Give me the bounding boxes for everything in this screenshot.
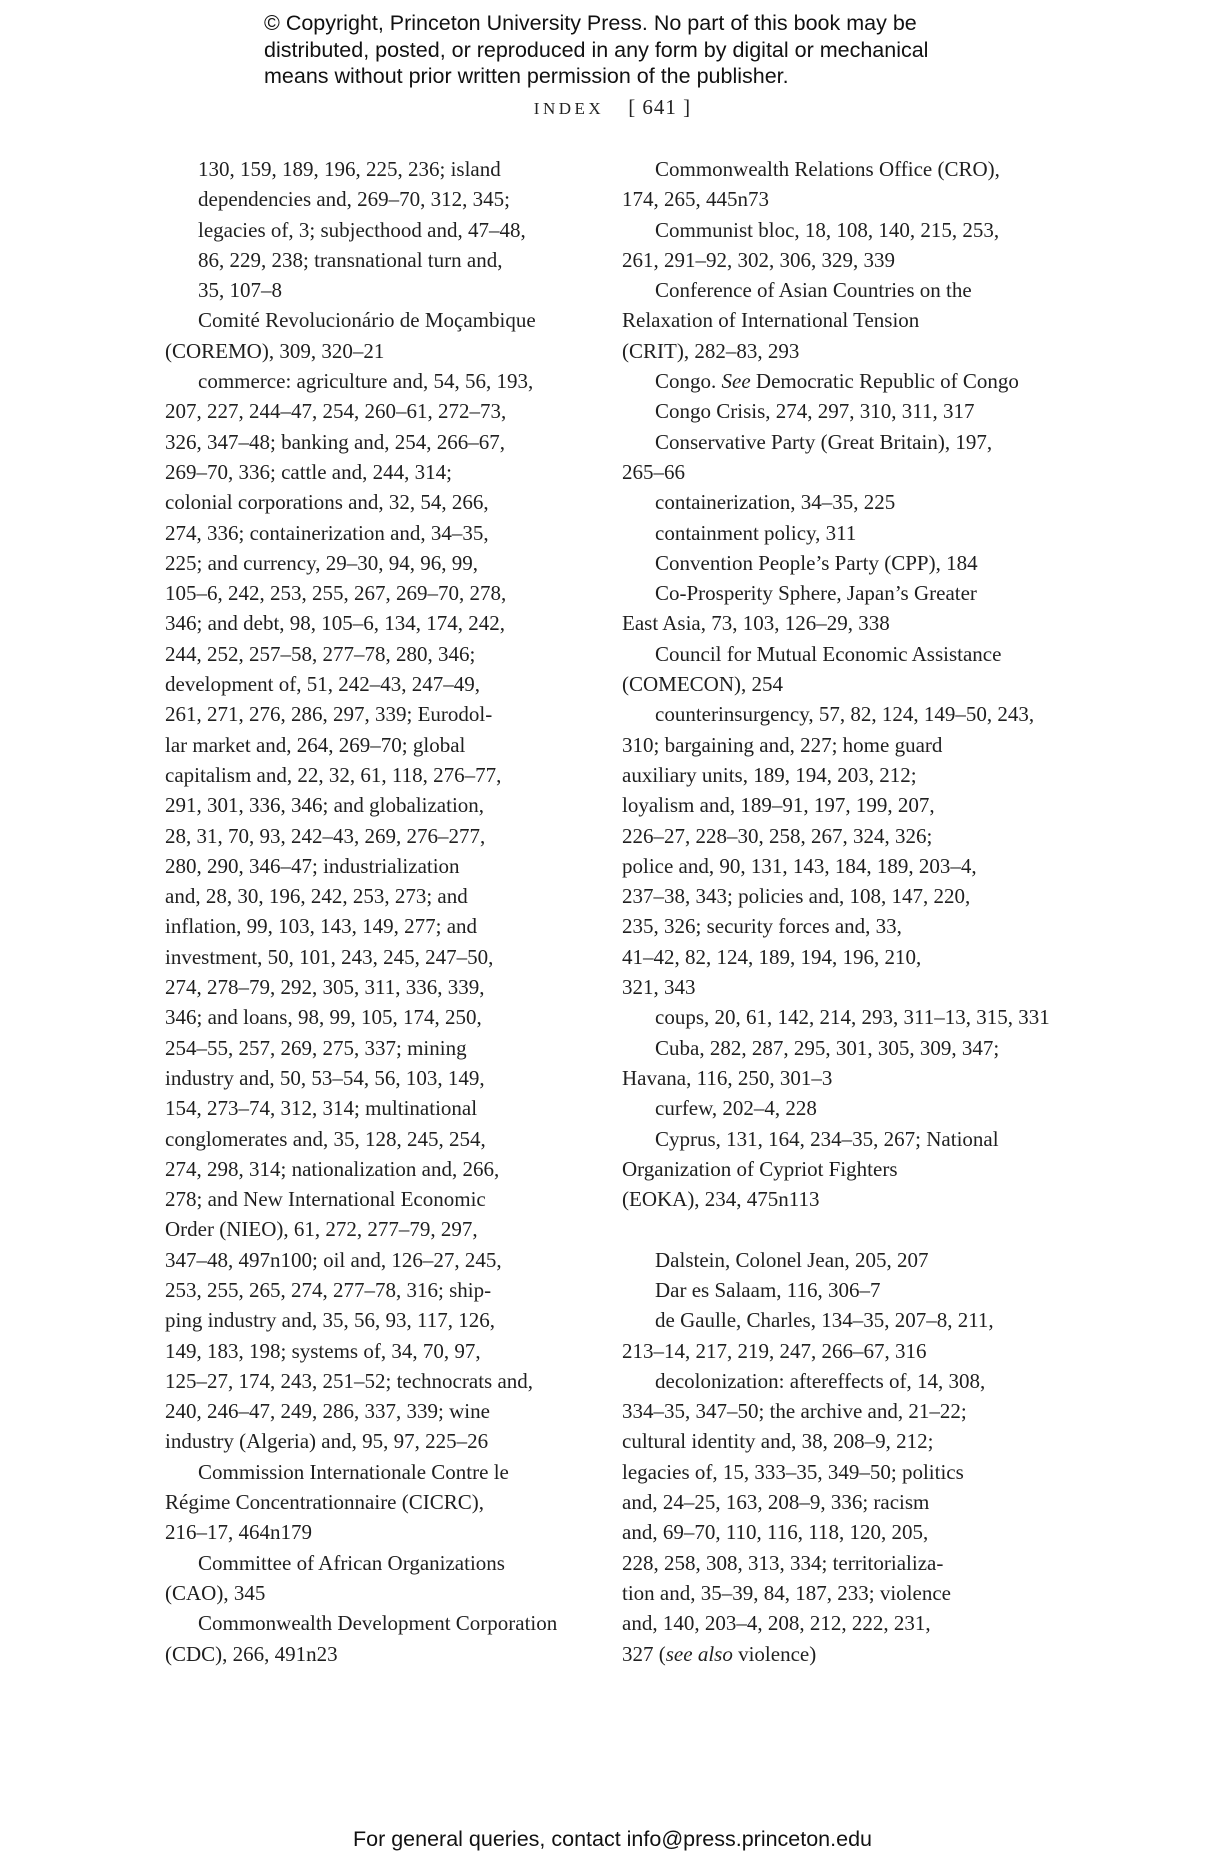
index-column-left <box>165 154 585 1669</box>
index-line: 154, 273–74, 312, 314; multinational <box>165 1096 478 1121</box>
index-line: conglomerates and, 35, 128, 245, 254, <box>165 1126 486 1151</box>
index-line: 86, 229, 238; transnational turn and, <box>198 247 503 272</box>
index-line: inflation, 99, 103, 143, 149, 277; and <box>165 914 478 939</box>
cross-reference-target: violence) <box>732 1641 817 1666</box>
index-line: Cyprus, 131, 164, 234–35, 267; National <box>655 1126 999 1151</box>
index-line: 269–70, 336; cattle and, 244, 314; <box>165 459 452 484</box>
index-entry <box>622 215 1062 276</box>
index-line: colonial corporations and, 32, 54, 266, <box>165 490 489 515</box>
index-line: and, 24–25, 163, 208–9, 336; racism <box>622 1490 930 1515</box>
index-line: 346; and debt, 98, 105–6, 134, 174, 242, <box>165 611 506 636</box>
index-line: Committee of African Organizations <box>198 1550 505 1575</box>
index-line: police and, 90, 131, 143, 184, 189, 203–4, <box>622 853 977 878</box>
index-line: 291, 301, 336, 346; and globalization, <box>165 793 485 818</box>
copyright-line: means without prior written permission of the publisher. <box>264 64 789 88</box>
index-entry <box>165 1548 585 1609</box>
index-line: 321, 343 <box>622 975 696 1000</box>
index-entry <box>622 1366 1062 1669</box>
index-line: 326, 347–48; banking and, 254, 266–67, <box>165 429 506 454</box>
index-line: cultural identity and, 38, 208–9, 212; <box>622 1429 934 1454</box>
index-line: Conference of Asian Countries on the <box>655 278 972 303</box>
index-entry <box>622 548 1062 578</box>
index-entry <box>622 1245 1062 1275</box>
index-line: 253, 255, 265, 274, 277–78, 316; ship- <box>165 1277 492 1302</box>
index-line: tion and, 35–39, 84, 187, 233; violence <box>622 1580 951 1605</box>
index-line: and, 140, 203–4, 208, 212, 222, 231, <box>622 1611 931 1636</box>
index-line: Congo Crisis, 274, 297, 310, 311, 317 <box>655 399 975 424</box>
index-line: industry (Algeria) and, 95, 97, 225–26 <box>165 1429 489 1454</box>
index-entry <box>622 639 1062 700</box>
index-line: loyalism and, 189–91, 197, 199, 207, <box>622 793 935 818</box>
page-reference: 327 ( <box>622 1641 666 1666</box>
index-line: legacies of, 3; subjecthood and, 47–48, <box>198 217 526 242</box>
index-line: and, 69–70, 110, 116, 118, 120, 205, <box>622 1520 929 1545</box>
index-entry <box>165 305 585 366</box>
index-entry <box>622 578 1062 639</box>
index-line: 105–6, 242, 253, 255, 267, 269–70, 278, <box>165 581 507 606</box>
index-line: 347–48, 497n100; oil and, 126–27, 245, <box>165 1247 502 1272</box>
index-entry <box>622 1033 1062 1094</box>
index-line: East Asia, 73, 103, 126–29, 338 <box>622 611 890 636</box>
entry-heading: Congo. <box>655 369 722 394</box>
index-line: Order (NIEO), 61, 272, 277–79, 297, <box>165 1217 478 1242</box>
index-line: capitalism and, 22, 32, 61, 118, 276–77, <box>165 762 502 787</box>
index-entry <box>622 699 1062 1002</box>
index-line: Comité Revolucionário de Moçambique <box>198 308 536 333</box>
index-line: 278; and New International Economic <box>165 1187 486 1212</box>
index-line: Cuba, 282, 287, 295, 301, 305, 309, 347; <box>655 1035 1000 1060</box>
index-line: Havana, 116, 250, 301–3 <box>622 1065 833 1090</box>
index-line: Commonwealth Relations Office (CRO), <box>655 157 1000 181</box>
index-line: 225; and currency, 29–30, 94, 96, 99, <box>165 550 478 575</box>
index-line: Communist bloc, 18, 108, 140, 215, 253, <box>655 217 1000 242</box>
continued-entry <box>165 154 585 305</box>
index-entry <box>622 275 1062 366</box>
index-line: 235, 326; security forces and, 33, <box>622 914 902 939</box>
index-line: auxiliary units, 189, 194, 203, 212; <box>622 762 917 787</box>
index-line: dependencies and, 269–70, 312, 345; <box>198 187 511 212</box>
index-line: coups, 20, 61, 142, 214, 293, 311–13, 315, 331 <box>655 1005 1050 1030</box>
copyright-line: distributed, posted, or reproduced in any form by digital or mechanical <box>264 37 929 62</box>
page-number: [ 641 ] <box>628 95 692 119</box>
letter-group-gap <box>622 1214 1062 1244</box>
index-line: (CRIT), 282–83, 293 <box>622 338 800 363</box>
index-line: commerce: agriculture and, 54, 56, 193, <box>198 369 534 394</box>
index-line: Dalstein, Colonel Jean, 205, 207 <box>655 1247 929 1272</box>
index-line: 207, 227, 244–47, 254, 260–61, 272–73, <box>165 399 507 424</box>
index-line: 125–27, 174, 243, 251–52; technocrats and, <box>165 1368 534 1393</box>
index-line: Dar es Salaam, 116, 306–7 <box>655 1277 881 1302</box>
index-line: and, 28, 30, 196, 242, 253, 273; and <box>165 884 468 909</box>
index-line: legacies of, 15, 333–35, 349–50; politics <box>622 1459 964 1484</box>
index-line <box>622 1639 1062 1669</box>
copyright-line: © Copyright, Princeton University Press. No part of this book may be <box>264 11 917 35</box>
index-entry <box>622 518 1062 548</box>
index-line: Organization of Cypriot Fighters <box>622 1156 898 1181</box>
running-head-title: INDEX <box>533 99 605 118</box>
index-entry <box>165 1457 585 1548</box>
index-line: (CDC), 266, 491n23 <box>165 1641 338 1666</box>
see-reference: See <box>721 369 751 394</box>
index-line: Co-Prosperity Sphere, Japan’s Greater <box>655 581 977 606</box>
copyright-notice <box>264 10 984 90</box>
index-line: investment, 50, 101, 243, 245, 247–50, <box>165 944 494 969</box>
index-entry <box>622 487 1062 517</box>
index-line: 274, 278–79, 292, 305, 311, 336, 339, <box>165 975 485 1000</box>
index-line: 334–35, 347–50; the archive and, 21–22; <box>622 1399 967 1424</box>
index-entry <box>165 366 585 1457</box>
index-line: (EOKA), 234, 475n113 <box>622 1187 820 1212</box>
index-line: 130, 159, 189, 196, 225, 236; island <box>198 157 501 181</box>
index-column-right <box>622 154 1062 1669</box>
index-line: 261, 291–92, 302, 306, 329, 339 <box>622 247 895 272</box>
index-line: lar market and, 264, 269–70; global <box>165 732 466 757</box>
index-line: 216–17, 464n179 <box>165 1520 312 1545</box>
index-line: 149, 183, 198; systems of, 34, 70, 97, <box>165 1338 481 1363</box>
index-line: 35, 107–8 <box>198 278 282 303</box>
index-entry <box>622 1124 1062 1215</box>
index-line: 213–14, 217, 219, 247, 266–67, 316 <box>622 1338 927 1363</box>
index-line: 228, 258, 308, 313, 334; territorializa- <box>622 1550 944 1575</box>
index-line: 41–42, 82, 124, 189, 194, 196, 210, <box>622 944 922 969</box>
index-line: (CAO), 345 <box>165 1580 266 1605</box>
see-also-reference: see also <box>665 1641 733 1666</box>
index-entry <box>622 1093 1062 1123</box>
index-line: (COREMO), 309, 320–21 <box>165 338 385 363</box>
index-entry <box>622 154 1062 215</box>
index-line: 240, 246–47, 249, 286, 337, 339; wine <box>165 1399 490 1424</box>
index-line: containment policy, 311 <box>655 520 857 545</box>
index-line: 280, 290, 346–47; industrialization <box>165 853 460 878</box>
index-line: 244, 252, 257–58, 277–78, 280, 346; <box>165 641 476 666</box>
index-entry <box>622 1305 1062 1366</box>
index-line: Commission Internationale Contre le <box>198 1459 509 1484</box>
index-line: containerization, 34–35, 225 <box>655 490 896 515</box>
index-line: 274, 298, 314; nationalization and, 266, <box>165 1156 500 1181</box>
index-line: decolonization: aftereffects of, 14, 308, <box>655 1368 986 1393</box>
index-line: de Gaulle, Charles, 134–35, 207–8, 211, <box>655 1308 994 1333</box>
running-head <box>0 94 1225 122</box>
index-line: 261, 271, 276, 286, 297, 339; Eurodol- <box>165 702 493 727</box>
index-line: 237–38, 343; policies and, 108, 147, 220, <box>622 884 971 909</box>
index-line: Convention People’s Party (CPP), 184 <box>655 550 978 575</box>
index-line: 310; bargaining and, 227; home guard <box>622 732 943 757</box>
index-line: Council for Mutual Economic Assistance <box>655 641 1002 666</box>
index-line: development of, 51, 242–43, 247–49, <box>165 672 480 697</box>
cross-reference-target: Democratic Republic of Congo <box>750 369 1019 394</box>
footer-contact: For general queries, contact info@press.princeton.edu <box>352 1827 872 1851</box>
index-line: 265–66 <box>622 459 685 484</box>
index-entry <box>622 366 1062 396</box>
index-entry <box>622 1002 1062 1032</box>
index-line: 346; and loans, 98, 99, 105, 174, 250, <box>165 1005 482 1030</box>
index-line: 274, 336; containerization and, 34–35, <box>165 520 489 545</box>
index-line: 28, 31, 70, 93, 242–43, 269, 276–277, <box>165 823 486 848</box>
index-entry <box>622 1275 1062 1305</box>
index-line: Régime Concentrationnaire (CICRC), <box>165 1490 485 1515</box>
index-entry <box>622 427 1062 488</box>
index-line: (COMECON), 254 <box>622 672 783 697</box>
index-line: 174, 265, 445n73 <box>622 187 769 212</box>
index-line <box>655 366 1062 396</box>
index-line: curfew, 202–4, 228 <box>655 1096 817 1121</box>
index-line: 254–55, 257, 269, 275, 337; mining <box>165 1035 467 1060</box>
index-entry <box>165 1608 585 1669</box>
index-entry <box>622 396 1062 426</box>
index-line: industry and, 50, 53–54, 56, 103, 149, <box>165 1065 485 1090</box>
index-line: 226–27, 228–30, 258, 267, 324, 326; <box>622 823 933 848</box>
index-line: Conservative Party (Great Britain), 197, <box>655 429 993 454</box>
index-line: Relaxation of International Tension <box>622 308 920 333</box>
index-line: ping industry and, 35, 56, 93, 117, 126, <box>165 1308 495 1333</box>
index-line: Commonwealth Development Corporation <box>198 1611 558 1636</box>
index-line: counterinsurgency, 57, 82, 124, 149–50, 243, <box>655 702 1035 727</box>
